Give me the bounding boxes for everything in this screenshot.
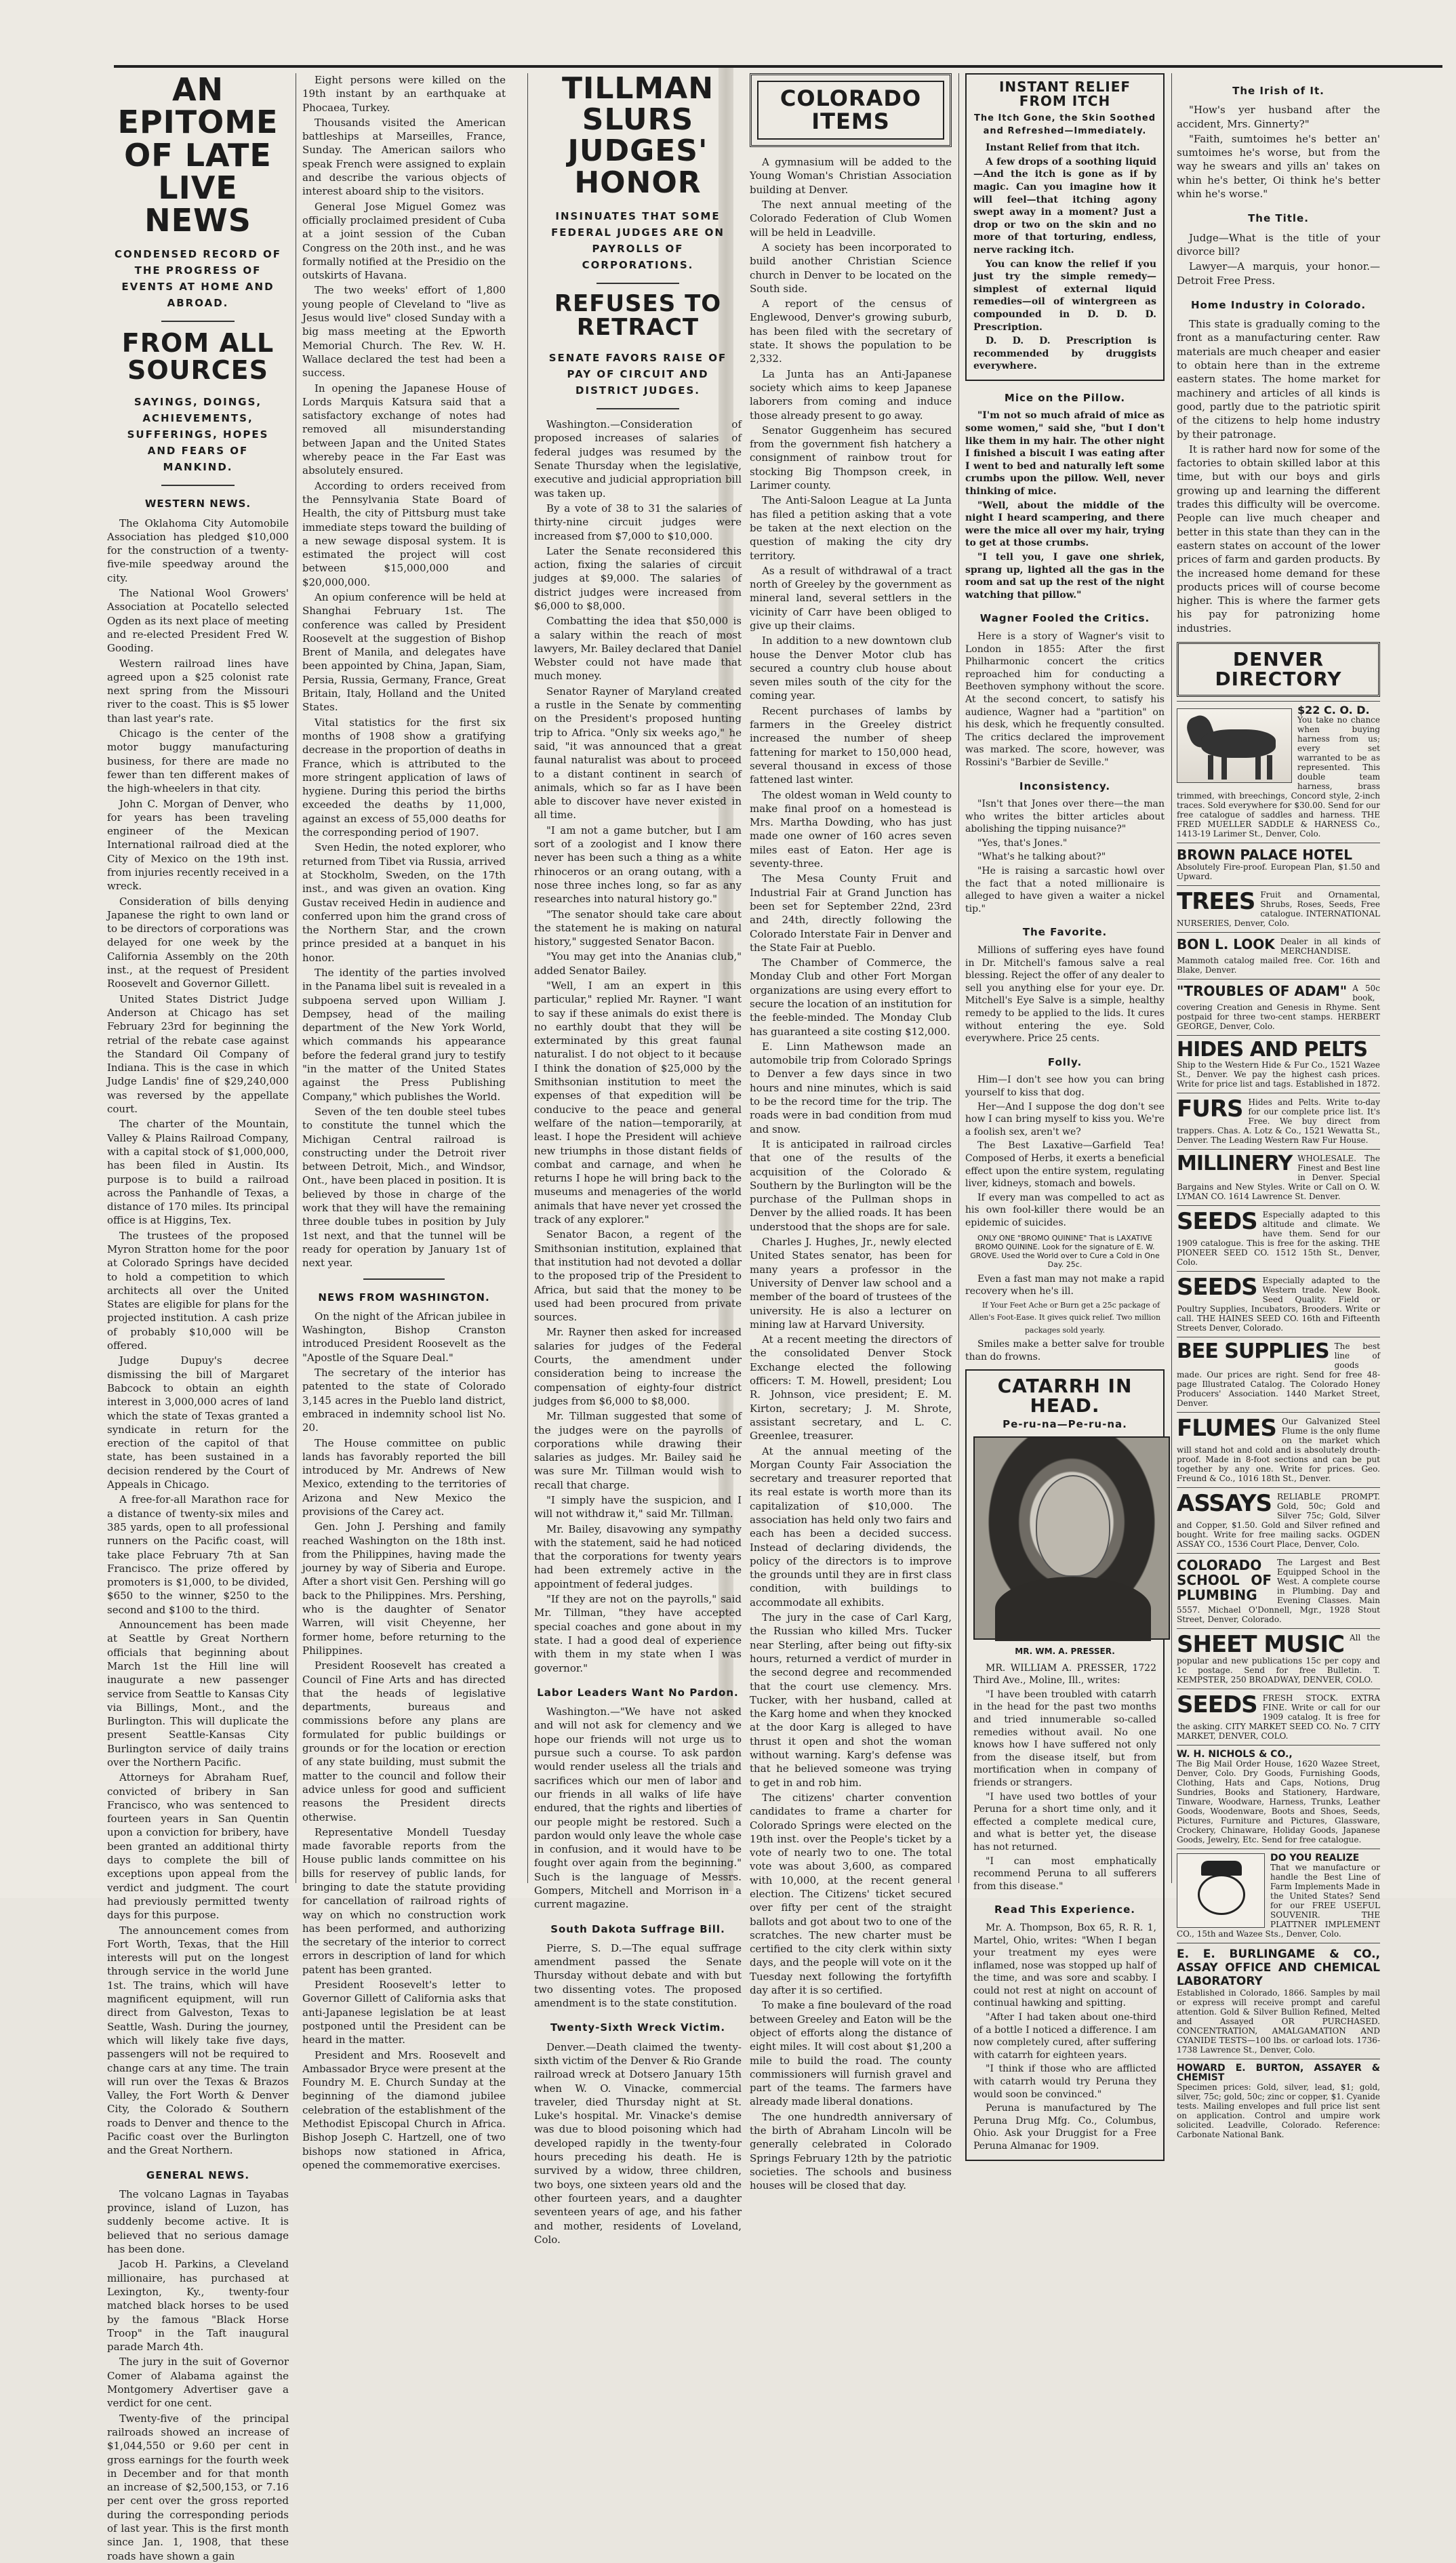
portrait-image <box>973 1436 1170 1640</box>
paragraph: Senator Rayner of Maryland created a rustle in the Senate by commenting on the President's proposed hunting trip to Africa. "Only six weeks ago," he said, "it was announced that a great faunal naturalist was about to proceed to a distant continent in search of animals, which so far as I have been able to discover have never existed in all time. <box>534 685 742 822</box>
paragraph: The Best Laxative—Garfield Tea! Composed of Herbs, it exerts a beneficial effect upon the entire system, regulating liver, kidneys, stomach and bowels. <box>965 1140 1165 1190</box>
paragraph: The secretary of the interior has patented to the state of Colorado 3,145 acres in the Pueblo land district, embraced in indemnity school list No. 20. <box>302 1367 506 1434</box>
paragraph: Sven Hedin, the noted explorer, who returned from Tibet via Russia, arrived at Stockholm, Sweden, on the 17th inst., and was given an ovation. King Gustav received Hedin in audience and conferred upon him the grand cross of the Northern Star, and the crown prince presided at a banquet in his honor. <box>302 841 506 964</box>
paragraph: Seven of the ten double steel tubes to constitute the tunnel which the Michigan Central railroad is constructing under the Detroit river between Detroit, Mich., and Windsor, Ont., have been placed in position. It is believed by those in charge of the work that they will have the remaining three double tubes in position by July 1st next, and that the tunnel will be ready for operation by January 1st of next year. <box>302 1105 506 1270</box>
paragraph: "I have been troubled with catarrh in the head for the past two months and tried innumerable so-called remedies without avail. No one knows how I have suffered not only from the disease itself, but from mortification when in company of friends or strangers. <box>973 1689 1156 1788</box>
headline-catarrh: CATARRH IN HEAD. <box>997 1374 1133 1417</box>
divider <box>596 283 679 284</box>
ad-text: The Largest and Best Equipped School in the West. A complete course in Plumbing. Day and Evening Classes. Main 5557. Michael O'Donnell, Mgr., 1928 Stout Street, Denver, Colorado. <box>1177 1557 1380 1624</box>
paragraph: "Well, about the middle of the night I heard scampering, and there were the mice all over my hair, trying to get at those crumbs. <box>965 500 1165 549</box>
directory-ad <box>1177 932 1380 979</box>
ad-text: The Big Mail Order House, 1620 Wazee Street, Denver, Colo. Dry Goods, Furnishing Goods, Clothing, Hats and Caps, Notions, Drug Sundries, Books and Stationery, Hardware, Tinware, Woodware, Harness, Trunks, Leather Goods, Woodenware, Boots and Shoes, Seeds, Pictures, Furniture and Pictures, Glassware, Crockery, Chinaware, Holiday Goods, Japanese Goods, Jewelry, Etc. Send for free catalogue. <box>1177 1758 1380 1844</box>
ad-title: SHEET MUSIC <box>1177 1630 1344 1658</box>
paragraph: Even a fast man may not make a rapid recovery when he's ill. <box>965 1273 1165 1297</box>
paragraph: The trustees of the proposed Myron Stratton home for the poor at Colorado Springs have decided to hold a competition to which architects all over the United States are eligible for plans for the projected institution. A cash prize of probably $10,000 will be offered. <box>107 1229 289 1352</box>
horse-leg <box>1221 755 1227 780</box>
paragraph: Millions of suffering eyes have found in Dr. Mitchell's famous salve a real blessing. Reject the offer of any dealer to sell you anything else for your eye. Dr. Mitchell's Eye Salve is a simple, healthy remedy to be applied to the lids. It cures without entering the eye. Sold everywhere. Price 25 cents. <box>965 945 1165 1045</box>
paragraph: "I am not a game butcher, but I am sort of a zoologist and I know there never has been such a thing as a white rhinoceros or an orang outang, with a nose three inches long, so far as any researches into natural history go." <box>534 824 742 906</box>
cartoon-hat <box>1201 1861 1242 1876</box>
paragraph: If Your Feet Ache or Burn get a 25c package of Allen's Foot-Ease. It gives quick relief. Two million packages sold yearly. <box>969 1300 1161 1335</box>
directory-ad <box>1177 1205 1380 1271</box>
paragraph: To make a fine boulevard of the road between Greeley and Eaton will be the object of efforts along the distance of eight miles. It will cost about $1,200 a mile to build the road. The county commissioners will furnish gravel and part of the teams. The farmers have already made liberal donations. <box>750 1999 952 2108</box>
paragraph: Senator Bacon, a regent of the Smithsonian institution, explained that that institution had not devoted a dollar to the proposed trip of the President to Africa, but said that the money to be used had been procured from private sources. <box>534 1228 742 1324</box>
paragraph: "After I had taken about one-third of a bottle I noticed a difference. I am now completely cured, after suffering with catarrh for eighteen years. <box>973 2012 1156 2061</box>
ad-title: ASSAYS <box>1177 1489 1272 1517</box>
paragraph: Announcement has been made at Seattle by Great Northern officials that beginning about March 1st the Hill line will inaugurate a new passenger service from Seattle to Kansas City via Billings, Mont., and the Burlington. This will duplicate the present Seattle-Kansas City Burlington service of daily trains over the Northern Pacific. <box>107 1619 289 1769</box>
ad-text: The best line of goods made. Our prices are right. Send for free 48-page Illustrated Catalog. The Colorado Honey Producers' Association. 1440 Market Street, Denver. <box>1177 1341 1380 1408</box>
section-mice: Mice on the Pillow. <box>1004 391 1126 404</box>
paragraph: It is rather hard now for some of the factories to obtain skilled labor at this time, but with our boys and girls growing up and learning the different trades this difficulty will be overcome. People can live much cheaper and better in this state than they can in the eastern states on account of the lower prices of farm and garden products. By the increased home demand for these products prices will of course become higher. This is where the farmer gets his pay for patronizing home industries. <box>1177 443 1380 634</box>
ad-text: That we manufacture or handle the Best Line of Farm Implements Made in the United States? Send for our FREE USEFUL SOUVENIR. THE PLATTNER IMPLEMENT CO., 15th and Wazee Sts., Denver, Colo. <box>1177 1862 1380 1939</box>
column-6 <box>1177 73 1380 2139</box>
ad-title: W. H. NICHOLS & CO., <box>1177 1748 1293 1760</box>
paragraph: "Well, I am an expert in this particular," replied Mr. Rayner. "I want to say if these animals do exist there is no earthly doubt that they will be exterminated by this great faunal naturalist. I do not object to it because I think the donation of $25,000 by the Smithsonian institution to meet the expenses of that expedition will be conducive to the peace and general welfare of the nation—temporarily, at least. I hope the President will achieve new triumphs in those distant fields of combat and carnage, and when he returns I hope he will bring back to the museums and menageries of the world animals that have never yet crossed the track of any explorer." <box>534 980 742 1226</box>
paragraph: The Mesa County Fruit and Industrial Fair at Grand Junction has been set for September 22nd, 23rd and 24th, directly following the Colorado Interstate Fair in Denver and the State Fair at Pueblo. <box>750 872 952 954</box>
paragraph: The two weeks' effort of 1,800 young people of Cleveland to "live as Jesus would live" closed Sunday with a big mass meeting at the Epworth Memorial Church. The Rev. W. H. Wallace declared the test had been a success. <box>302 284 506 380</box>
article-tillman <box>534 418 742 1675</box>
paragraph: Denver.—Death claimed the twenty-sixth victim of the Denver & Rio Grande railroad wreck at Dotsero January 15th when W. O. Vinacke, commercial traveler, died Thursday night at St. Luke's hospital. Mr. Vinacke's demise was due to blood poisoning which had developed rapidly in the twenty-four hours preceding his death. He is survived by a widow, three children, two boys, one sixteen years old and the other fourteen years, and a daughter seventeen years of age, and his father and mother, residents of Loveland, Colo. <box>534 2040 742 2246</box>
paragraph: Him—I don't see how you can bring yourself to kiss that dog. <box>965 1074 1165 1098</box>
paragraph: According to orders received from the Pennsylvania State Board of Health, the city of Pittsburg must take immediate steps toward the building of a new sewage disposal system. It is estimated the project will cost between $15,000,000 and $20,000,000. <box>302 479 506 588</box>
paragraph: Western railroad lines have agreed upon a $25 colonist rate next spring from the Missouri river to the coast. This is $5 lower than last year's rate. <box>107 657 289 725</box>
peruna-ad <box>965 1369 1165 2161</box>
deck-tillman: INSINUATES THAT SOME FEDERAL JUDGES ARE ON PAYROLLS OF CORPORATIONS. <box>551 209 725 271</box>
cartoon-head <box>1198 1874 1245 1915</box>
paragraph: The citizens' charter convention candidates to frame a charter for Colorado Springs were elected on the 19th inst. over the People's ticket by a vote of nearly two to one. The total vote was about 3,600, as compared with 10,000, at the recent general election. The Citizens' ticket secured over fifty per cent of the straight ballots and got about two to one of the scratches. The new charter must be certified to the city clerk within sixty days, and the people will vote on it the Tuesday next following the fortyfifth day after it is so certified. <box>750 1791 952 1997</box>
paragraph: Combatting the idea that $50,000 is a salary within the reach of most lawyers, Mr. Bailey declared that Daniel Webster could not have made that much money. <box>534 615 742 683</box>
implement-ad <box>1177 1849 1380 1943</box>
section-wreck: Twenty-Sixth Wreck Victim. <box>550 2021 726 2034</box>
ad-text: Absolutely Fire-proof. European Plan, $1.50 and Upward. <box>1177 862 1380 881</box>
ad-text: Specimen prices: Gold, silver, lead, $1; gold, silver, 75c; gold, 50c; zinc or copper, $1. Cyanide tests. Mailing envelopes and full price list sent on application. Control and umpire work solicited. Leadville, Colorado. Reference: Carbonate National Bank. <box>1177 2082 1380 2139</box>
paragraph: "The senator should take care about the statement he is making on natural history," suggested Senator Bacon. <box>534 908 742 948</box>
paragraph: A report of the census of Englewood, Denver's growing suburb, has been filed with the secretary of state. It shows the population to be 2,332. <box>750 298 952 365</box>
itch-ad <box>965 73 1165 381</box>
directory-ad <box>1177 979 1380 1035</box>
paragraph: "I tell you, I gave one shriek, sprang up, lighted all the gas in the room and sat up the rest of the night watching that pillow." <box>965 552 1165 601</box>
horse-body <box>1201 729 1276 758</box>
paragraph: "Isn't that Jones over there—the man who writes the bitter articles about abolishing the tipping nuisance?" <box>965 799 1165 835</box>
portrait-coat <box>995 1577 1151 1641</box>
ad-title: HOWARD E. BURTON, ASSAYER & CHEMIST <box>1177 2062 1380 2083</box>
cartoon-man-image <box>1177 1853 1265 1928</box>
ad-text: Fruit and Ornamental, Shrubs, Roses, Seeds, Free catalogue. INTERNATIONAL NURSERIES, Denver, Colo. <box>1177 889 1380 928</box>
directory-ad <box>1177 1487 1380 1553</box>
directory-ad <box>1177 1337 1380 1412</box>
paragraph: This state is gradually coming to the front as a manufacturing center. Raw materials are much cheaper and easier to obtain here than in the extreme eastern states. The home market for machinery and articles of all kinds is good, partly due to the patriotic spirit of the citizens to help home industry by their patronage. <box>1177 318 1380 441</box>
column-4 <box>750 73 952 2192</box>
paragraph: Twenty-five of the principal railroads showed an increase of $1,044,550 or 9.60 per cent in gross earnings for the fourth week in December and for that month an increase of $2,500,153, or 7.16 per cent over the gross reported during the corresponding periods of last year. This is the first month since Jan. 1, 1908, that these roads have shown a gain <box>107 2412 289 2562</box>
paragraph: D. D. D. Prescription is recommended by druggists everywhere. <box>973 336 1156 372</box>
directory-ad <box>1177 885 1380 932</box>
paragraph: Charles J. Hughes, Jr., newly elected United States senator, has been for many years a professor in the University of Denver law school and a member of the board of trustees of the university. He is also a lecturer on mining law at Harvard University. <box>750 1236 952 1331</box>
itch-subhead: The Itch Gone, the Skin Soothed and Refreshed—Immediately. <box>973 113 1156 136</box>
headline-tillman: TILLMAN SLURS JUDGES' HONOR <box>561 71 714 200</box>
directory-ad <box>1177 1943 1380 2059</box>
paragraph: E. Linn Mathewson made an automobile trip from Colorado Springs to Denver a few days since in two hours and nine minutes, which is said to be the record time for the trip. The roads were in bad condition from mud and snow. <box>750 1040 952 1135</box>
directory-ad <box>1177 1412 1380 1487</box>
ad-text: FRESH STOCK. EXTRA FINE. Write or call for our 1909 catalog. It is free for the asking. CITY MARKET SEED CO. No. 7 CITY MARKET, DENVER, COLO. <box>1177 1693 1380 1741</box>
paragraph: Her—And I suppose the dog don't see how I can bring myself to kiss you. We're a foolish sex, aren't we? <box>965 1101 1165 1137</box>
section-suffrage: South Dakota Suffrage Bill. <box>550 1922 725 1935</box>
divider <box>363 1278 445 1280</box>
column-2 <box>302 73 506 2171</box>
paragraph: President Roosevelt has created a Council of Fine Arts and has directed that the heads of legislative departments, bureaus and commissions before any plans are formulated for public buildings or grounds or for the location or erection of any state building, must submit the matter to the council and follow their advice unless for good and sufficient reasons the President directs otherwise. <box>302 1659 506 1823</box>
paragraph: Vital statistics for the first six months of 1908 show a gratifying decrease in the proportion of deaths in France, which is attributed to the more stringent application of laws of hygiene. During this period the births exceeded the deaths by 11,000, against an excess of 55,000 deaths for the corresponding period of 1907. <box>302 716 506 839</box>
paragraph: President and Mrs. Roosevelt and Ambassador Bryce were present at the Foundry M. E. Church Sunday at the beginning of the diamond jubilee celebration of the establishment of the Methodist Episcopal Church in Africa. Bishop Joseph C. Hartzell, one of two bishops now stationed in Africa, opened the commemorative exercises. <box>302 2049 506 2171</box>
paragraph: "What's he talking about?" <box>977 851 1106 863</box>
directory-ad <box>1177 1271 1380 1337</box>
paragraph: Pierre, S. D.—The equal suffrage amendment passed the Senate Thursday without debate and with but two dissenting votes. The proposed amendment is to the state constitution. <box>534 1941 742 2010</box>
section-general-news: GENERAL NEWS. <box>146 2168 250 2181</box>
article-general-news <box>107 2187 289 2563</box>
paragraph: "How's yer husband after the accident, Mrs. Ginnerty?" <box>1177 104 1380 130</box>
deck-senate: SENATE FAVORS RAISE OF PAY OF CIRCUIT AND DISTRICT JUDGES. <box>548 352 727 397</box>
headline-directory: DENVER DIRECTORY <box>1215 647 1342 691</box>
paragraph: In opening the Japanese House of Lords Marquis Katsura said that a satisfactory exchange of notes had removed all misunderstanding between Japan and the United States whereby peace in the Far East was absolutely ensured. <box>302 382 506 477</box>
column-rule <box>1171 73 1172 1883</box>
paragraph: The House committee on public lands has favorably reported the bill introduced by Mr. Andrews of New Mexico, extending to the territories of Arizona and New Mexico the provisions of the Carey act. <box>302 1436 506 1518</box>
paragraph: "He is raising a sarcastic howl over the fact that a noted millionaire is alleged to have given a waiter a nickel tip." <box>965 866 1165 914</box>
directory-ad <box>1177 1628 1380 1689</box>
paragraph: The announcement comes from Fort Worth, Texas, that the Hill interests will put on the longest through service in the world June 1st. The trains, which will have magnificent equipment, will run direct from Galveston, Texas to Seattle, Wash. During the journey, which will likely take five days, passengers will not be required to change cars at any time. The train will run over the Texas & Brazos Valley, the Fort Worth & Denver City, the Colorado & Southern roads to Denver and thence to the Pacific coast over the Burlington and the Great Northern. <box>107 1924 289 2157</box>
paragraph: President Roosevelt's letter to Governor Gillett of California asks that anti-Japanese legislation be at least postponed until the President can be heard in the matter. <box>302 1979 506 2046</box>
paragraph: Mr. Tillman suggested that some of the judges were on the payrolls of corporations while drawing their salaries as judges. Mr. Bailey said he was sure Mr. Tillman would wish to recall that charge. <box>534 1410 742 1491</box>
paragraph: Lawyer—A marquis, your honor.—Detroit Free Press. <box>1177 260 1380 287</box>
ad-text: Hides and Pelts. Write to-day for our complete price list. It's Free. We buy direct from trappers. Chas. A. Lotz & Co., 1521 Wewatta St., Denver. The Leading Western Raw Fur House. <box>1177 1097 1380 1145</box>
section-labor-leaders: Labor Leaders Want No Pardon. <box>537 1686 739 1699</box>
paragraph: The one hundredth anniversary of the birth of Abraham Lincoln will be generally celebrated in Colorado Springs February 12th by the patriotic societies. The schools and business houses will be closed that day. <box>750 2110 952 2192</box>
ad-title: TREES <box>1177 887 1255 915</box>
paragraph: At the annual meeting of the Morgan County Fair Association the secretary and treasurer reported that its real estate is worth more than its capitalization of $10,000. The association has held only two fairs and each has been a decided success. Instead of declaring dividends, the policy of the directors is to improve the grounds until they are in first class condition, with buildings to accommodate all exhibits. <box>750 1445 952 1609</box>
ad-title: SEEDS <box>1177 1273 1257 1301</box>
ad-title: BEE SUPPLIES <box>1177 1339 1329 1363</box>
paragraph: The jury in the suit of Governor Comer of Alabama against the Montgomery Advertiser gave a verdict for one cent. <box>107 2356 289 2410</box>
paragraph: La Junta has an Anti-Japanese society which aims to keep Japanese laborers from coming and induce those already present to go away. <box>750 367 952 422</box>
section-read-this: Read This Experience. <box>994 1903 1135 1916</box>
paragraph: The Oklahoma City Automobile Association has pledged $10,000 for the construction of a twenty-five-mile speedway around the city. <box>107 517 289 584</box>
paragraph: General Jose Miguel Gomez was officially proclaimed president of Cuba at a joint session of the Cuban Congress on the 20th inst., and he was formally notified at the Presidio on the outskirts of Havana. <box>302 200 506 282</box>
paragraph: Washington.—Consideration of proposed increases of salaries of federal judges was resumed by the Senate Thursday when the legislative, executive and judicial appropriation bill was taken up. <box>534 418 742 500</box>
paragraph: Judge Dupuy's decree dismissing the bill of Margaret Babcock to obtain an eighth interest in 3,000,000 acres of land which the state of Texas granted a syndicate in return for the erection of the capitol of that state, has been sustained in a decision rendered by the Court of Appeals in Chicago. <box>107 1354 289 1491</box>
deck-sources: SAYINGS, DOINGS, ACHIEVEMENTS, SUFFERINGS, HOPES AND FEARS OF MANKIND. <box>127 396 269 474</box>
ad-title: FURS <box>1177 1095 1243 1123</box>
paragraph: The Chamber of Commerce, the Monday Club and other Fort Morgan organizations are using every effort to secure the location of an institution for the feeble-minded. The Monday Club has guaranteed a site costing $12,000. <box>750 956 952 1038</box>
paragraph: Washington.—"We have not asked and will not ask for clemency and we hope our friends will not urge us to pursue such a course. To ask pardon would render useless all the trials and sacrifices which our men of labor and our friends in all walks of life have endured, that the rights and liberties of our people might be restored. Such a pardon would only leave the whole case in confusion, and it would have to be fought over again from the beginning." Such is the language of Messrs. Gompers, Mitchell and Morrison in a current magazine. <box>534 1706 742 1911</box>
paragraph: Eight persons were killed on the 19th instant by an earthquake at Phocaea, Turkey. <box>302 74 506 114</box>
paragraph: The National Wool Growers' Association at Pocatello selected Ogden as its next place of meeting and re-elected President Fred W. Gooding. <box>107 587 289 655</box>
paragraph: It is anticipated in railroad circles that one of the results of the acquisition of the Colorado & Southern by the Burlington will be the purchase of the Pullman shops in Denver by the allied roads. It has been understood that the shops are for sale. <box>750 1137 952 1233</box>
ad-title: SEEDS <box>1177 1207 1257 1235</box>
paragraph: Recent purchases of lambs by farmers in the Greeley district increased the number of sheep fattening for market to 150,000 head, several thousand in excess of those fattened last winter. <box>750 704 952 786</box>
paragraph: "I think if those who are afflicted with catarrh would try Peruna they would soon be convinced." <box>973 2063 1156 2100</box>
harness-ad <box>1177 701 1380 843</box>
ad-title: "TROUBLES OF ADAM" <box>1177 982 1348 999</box>
paragraph: "I can most emphatically recommend Peruna to all sufferers from this disease." <box>973 1855 1156 1892</box>
paragraph: As a result of withdrawal of a tract north of Greeley by the government as mineral land, several settlers in the vicinity of Carr have been obliged to give up their claims. <box>750 564 952 632</box>
section-washington: NEWS FROM WASHINGTON. <box>318 1291 490 1304</box>
directory-ad <box>1177 843 1380 885</box>
column-1 <box>107 71 289 2562</box>
paragraph: Peruna is manufactured by The Peruna Drug Mfg. Co., Columbus, Ohio. Ask your Druggist for a Free Peruna Almanac for 1909. <box>973 2103 1156 2152</box>
column-3 <box>534 71 742 2246</box>
paragraph: Jacob H. Parkins, a Cleveland millionaire, has purchased at Lexington, Ky., twenty-four matched black horses to be used by the famous "Black Horse Troop" in the Taft inaugural parade March 4th. <box>107 2258 289 2354</box>
ad-title: FLUMES <box>1177 1414 1276 1442</box>
paragraph: The Anti-Saloon League at La Junta has filed a petition asking that a vote be taken at the next election on the question of making the city dry territory. <box>750 494 952 562</box>
paragraph: The next annual meeting of the Colorado Federation of Club Women will be held in Leadville. <box>750 199 952 239</box>
section-home-industry: Home Industry in Colorado. <box>1190 298 1367 311</box>
ad-text: Our Galvanized Steel Flume is the only flume on the market which will stand hot and cold and is absolutely drouth-proof. Made in 8-foot sections and can be put together by any one. Write for prices. Geo. Freund & Co., 1016 18th St., Denver. <box>1177 1416 1380 1483</box>
portrait-face <box>1036 1475 1110 1577</box>
column-rule <box>958 73 959 1883</box>
ad-title: BROWN PALACE HOTEL <box>1177 846 1353 863</box>
ad-text: Especially adapted to the Western trade. New Book. Seed Quality. Field or Poultry Supplies, Incubators, Brooders. Write or call. THE HAINES SEED CO. 16th and Fifteenth Streets Denver, Colorado. <box>1177 1275 1380 1333</box>
headline-colorado-items: COLORADO ITEMS <box>757 81 944 140</box>
paragraph: A gymnasium will be added to the Young Woman's Christian Association building at Denver. <box>750 156 952 196</box>
paragraph: Instant Relief from that itch. <box>986 142 1140 154</box>
ad-text: Ship to the Western Hide & Fur Co., 1521 Wazee St., Denver. We pay the highest cash prices. Write for price list and tags. Established in 1872. <box>1177 1059 1380 1089</box>
ad-title: COLORADO SCHOOL OF PLUMBING <box>1177 1556 1272 1603</box>
directory-ad <box>1177 1093 1380 1149</box>
paragraph: Later the Senate reconsidered this action, fixing the salaries of circuit judges at $9,000. The salaries of district judges were increased from $6,000 to $8,000. <box>534 544 742 612</box>
paragraph: "I'm not so much afraid of mice as some women," said she, "but I don't like them in my hair. The other night I finished a biscuit I was eating after I went to bed and naturally left some crumbs upon the pillow. Well, never thinking of mice. <box>965 410 1165 498</box>
section-western-news: WESTERN NEWS. <box>144 498 251 510</box>
column-5 <box>965 73 1165 2152</box>
paragraph: Consideration of bills denying Japanese the right to own land or to be directors of corporations was delayed for one week by the California Assembly on the 20th inst., at the request of President Roosevelt and Governor Gillett. <box>107 895 289 990</box>
paragraph: "You may get into the Ananias club," added Senator Bailey. <box>534 950 742 977</box>
harness-price: $22 C. O. D. <box>1297 703 1370 717</box>
ad-text: All the popular and new publications 15c per copy and 1c postage. Send for free Bulletin. T. KEMPSTER, 250 BROADWAY, DENVER, COLO. <box>1177 1632 1380 1684</box>
headline-epitome: AN EPITOME OF LATE LIVE NEWS <box>117 71 279 239</box>
portrait-caption: MR. WM. A. PRESSER. <box>1015 1647 1115 1657</box>
paragraph: Gen. John J. Pershing and family reached Washington on the 18th inst. from the Philippines, having made the journey by way of Siberia and Europe. After a short visit Gen. Pershing will go back to the Philippines. Mrs. Pershing, who is the daughter of Senator Warren, will visit Cheyenne, her former home, before returning to the Philippines. <box>302 1520 506 1657</box>
headline-itch: INSTANT RELIEF FROM ITCH <box>998 79 1131 109</box>
paragraph: "I simply have the suspicion, and I will not withdraw it," said Mr. Tillman. <box>534 1493 742 1520</box>
divider <box>161 485 234 486</box>
paragraph: The charter of the Mountain, Valley & Plains Railroad Company, with a capital stock of $1,000,000, has been filed in Austin. Its purpose is to build a railroad across the Panhandle of Texas, a distance of 170 miles. Its principal office is at Higgins, Tex. <box>107 1118 289 1227</box>
divider <box>596 408 679 409</box>
paragraph: "If they are not on the payrolls," said Mr. Tillman, "they have accepted special coaches and gone about in my state. I had a good deal of experience with them in my state when I was governor." <box>534 1593 742 1674</box>
paragraph: A society has been incorporated to build another Christian Science church in Denver to be located on the South side. <box>750 241 952 295</box>
ad-title: E. E. BURLINGAME & CO., ASSAY OFFICE AND CHEMICAL LABORATORY <box>1177 1947 1380 1988</box>
paragraph: On the night of the African jubilee in Washington, Bishop Cranston introduced President Roosevelt as the "Apostle of the Square Deal." <box>302 1310 506 1364</box>
paragraph: In addition to a new downtown club house the Denver Motor club has secured a country club house about seven miles south of the city for the coming year. <box>750 634 952 702</box>
deck-epitome: CONDENSED RECORD OF THE PROGRESS OF EVENTS AT HOME AND ABROAD. <box>114 248 282 310</box>
ad-title: SEEDS <box>1177 1691 1257 1718</box>
paragraph: Attorneys for Abraham Ruef, convicted of bribery in San Francisco, who was sentenced to fourteen years in San Quentin upon a conviction for bribery, have been granted an additional thirty days to complete the bill of exceptions upon appeal from the verdict and judgment. The court had previously permitted twenty days for this purpose. <box>107 1771 289 1922</box>
paragraph: John C. Morgan of Denver, who for years has been traveling engineer of the Mexican International railroad died at the City of Mexico on the 19th inst. from injuries recently received in a wreck. <box>107 797 289 893</box>
ad-title: DO YOU REALIZE <box>1270 1852 1360 1863</box>
paragraph: "Yes, that's Jones." <box>977 837 1068 849</box>
headline-sources: FROM ALL SOURCES <box>121 328 275 386</box>
horse-leg <box>1255 755 1261 780</box>
harness-text: You take no chance when buying harness from us; every set warranted to be as represented. This double team harness, brass trimmed, with breechings, Concord style, 2-inch traces. Sold everywhere for $30.00. Send for our free catalogue of saddles and harness. THE FRED MUELLER SADDLE & HARNESS Co., 1413-19 Larimer St., Denver, Colo. <box>1177 714 1380 839</box>
ad-text: Especially adapted to this altitude and climate. We have them. Send for our 1909 catalogue. This is free for the asking. THE PIONEER SEED CO. 1512 15th St., Denver, Colo. <box>1177 1209 1380 1267</box>
top-rule <box>114 65 1442 68</box>
horse-leg <box>1267 755 1272 780</box>
paragraph: Smiles make a better salve for trouble than do frowns. <box>965 1339 1165 1363</box>
paragraph: The oldest woman in Weld county to make final proof on a homestead is Mrs. Martha Dowding, who has just made one owner of 160 acres seven miles east of Eaton. Her age is seventy-three. <box>750 788 952 870</box>
paragraph: United States District Judge Anderson at Chicago has set February 23rd for beginning the retrial of the rebate case against the Standard Oil Company of Indiana. This is the case in which Judge Landis' fine of $29,240,000 was reversed by the appellate court. <box>107 992 289 1116</box>
paragraph: A few drops of a soothing liquid—And the itch is gone as if by magic. Can you imagine how it will feel—that itching agony swept away in a moment? Just a drop or two on the skin and no more of that torturing, endless, nerve racking itch. <box>973 156 1156 256</box>
directory-ad <box>1177 1035 1380 1093</box>
ad-text: WHOLESALE. The Finest and Best line in Denver. Special Bargains and New Styles. Write or Call on O. W. LYMAN CO. 1614 Lawrence St. Denver. <box>1177 1153 1380 1201</box>
section-title: The Title. <box>1248 212 1309 225</box>
horse-harness-image <box>1177 708 1292 783</box>
section-wagner: Wagner Fooled the Critics. <box>979 612 1150 625</box>
column-rule <box>527 73 528 1883</box>
paragraph: Here is a story of Wagner's visit to London in 1855: After the first Philharmonic concert the critics reproached him for conducting a Beethoven symphony without the score. At the second concert, to satisfy his audience, Wagner had a "partition" on his desk, which he frequently consulted. The critics declared the improvement was marked. The score, however, was Rossini's "Barbier de Seville." <box>965 630 1165 768</box>
paragraph: Judge—What is the title of your divorce bill? <box>1177 231 1380 258</box>
colorado-items-box <box>750 73 952 147</box>
paragraph: At a recent meeting the directors of the consolidated Denver Stock Exchange elected the following officers: T. M. Howell, president; Lou R. Johnson, vice president; E. M. Kirton, secretary; J. M. Shrote, assistant secretary, and L. C. Greenlee, treasurer. <box>750 1333 952 1442</box>
section-inconsistency: Inconsistency. <box>1019 780 1111 792</box>
divider <box>161 321 234 322</box>
section-folly: Folly. <box>1047 1055 1083 1068</box>
paragraph: If every man was compelled to act as his own fool-killer there would be an epidemic of suicides. <box>965 1192 1165 1228</box>
directory-ad <box>1177 1149 1380 1205</box>
ad-title: BON L. LOOK <box>1177 935 1275 952</box>
section-favorite: The Favorite. <box>1022 926 1108 939</box>
paragraph: "I have used two bottles of your Peruna for a short time only, and it effected a complete medical cure, and what is better yet, the disease has not returned. <box>973 1791 1156 1853</box>
horse-leg <box>1208 755 1213 780</box>
paragraph: Representative Mondell Tuesday made favorable reports from the House public lands committee on his bills for reservey of public lands, for bringing to date the statute providing for cancellation of railroad rights of way on which no construction work has been performed, and authorizing the secretary of the interior to correct errors in description of land for which patent has been granted. <box>302 1825 506 1976</box>
paragraph: An opium conference will be held at Shanghai February 1st. The conference was called by President Roosevelt at the suggestion of Bishop Brent of Manila, and delegates have been appointed by China, Japan, Siam, Persia, Russia, Germany, France, Great Britain, Italy, Holland and the United States. <box>302 590 506 714</box>
paragraph: A free-for-all Marathon race for a distance of twenty-six miles and 385 yards, open to all professional runners on the Pacific coast, will take place February 7th at San Francisco. The prize offered by promoters is $1,000, to be divided, $650 to the winner, $250 to the second and $100 to the third. <box>107 1493 289 1616</box>
ad-title: HIDES AND PELTS <box>1177 1037 1368 1062</box>
directory-ad <box>1177 2059 1380 2143</box>
directory-ad <box>1177 1553 1380 1628</box>
directory-ad <box>1177 1689 1380 1745</box>
headline-refuses: REFUSES TO RETRACT <box>554 289 722 342</box>
paragraph: Mr. Bailey, disavowing any sympathy with the statement, said he had noticed that the corporations for twenty years had been extremely active in the appointment of federal judges. <box>534 1522 742 1590</box>
paragraph: "Faith, sumtoimes he's better an' sumtoimes he's worse, but from the way he swears and yills an' takes on whin he's better, Oi think he's better whin he's worse." <box>1177 132 1380 201</box>
directory-ad <box>1177 1745 1380 1849</box>
ad-text: RELIABLE PROMPT. Gold, 50c; Gold and Silver 75c; Gold, Silver and Copper, $1.50. Gold and Silver refined and bought. Write for free mailing sacks. OGDEN ASSAY CO., 1536 Court Place, Denver, Colo. <box>1177 1491 1380 1549</box>
paragraph: Chicago is the center of the motor buggy manufacturing business, for there are made no fewer than ten different makes of the high-wheelers in that city. <box>107 727 289 795</box>
ad-text: A 50c book, covering Creation and Genesis in Rhyme. Sent postpaid for three two-cent stamps. HERBERT GEORGE, Denver, Colo. <box>1177 983 1380 1031</box>
paragraph: The identity of the parties involved in the Panama libel suit is revealed in a subpoena served upon William J. Dempsey, head of the mailing department of the New York World, which commands his appearance before the federal grand jury to testify "in the matter of the United States against the Press Publishing Company," which publishes the World. <box>302 967 506 1103</box>
paragraph: Mr. Rayner then asked for increased salaries for judges of the Federal Courts, the amendment under consideration being to increase the compensation of eighty-four district judges from $6,000 to $8,000. <box>534 1326 742 1407</box>
paragraph: The volcano Lagnas in Tayabas province, island of Luzon, has suddenly become active. It is believed that no serious damage has been done. <box>107 2187 289 2256</box>
peruna-subhead: Pe-ru-na—Pe-ru-na. <box>1003 1418 1127 1431</box>
ad-text: Dealer in all kinds of MERCHANDISE. Mammoth catalog mailed free. Cor. 16th and Blake, Denver. <box>1177 936 1380 975</box>
paragraph: Senator Guggenheim has secured from the government fish hatchery a consignment of rainbow trout for stocking Big Thompson creek, in Larimer county. <box>750 424 952 492</box>
paragraph: MR. WILLIAM A. PRESSER, 1722 Third Ave., Moline, Ill., writes: <box>973 1662 1156 1687</box>
section-irish: The Irish of It. <box>1232 85 1324 97</box>
ad-title: MILLINERY <box>1177 1151 1293 1175</box>
paragraph: The jury in the case of Carl Karg, the Russian who killed Mrs. Tucker near Sterling, after being out fifty-six hours, returned a verdict of murder in the second degree and recommended that the court use clemency. Mrs. Tucker, with her husband, called at the Karg home and when they knocked at the door Karg is alleged to have thrust it open and shot the woman without warning. Karg's defense was that he believed someone was trying to get in and rob him. <box>750 1611 952 1789</box>
ad-text: Established in Colorado, 1866. Samples by mail or express will receive prompt and careful attention. Gold & Silver Bullion Refined, Melted and Assayed OR PURCHASED. CONCENTRATION, AMALGAMATION AND CYANIDE TESTS—100 lbs. or carload lots. 1736-1738 Lawrence St., Denver, Colo. <box>1177 1987 1380 2055</box>
paragraph: Thousands visited the American battleships at Marseilles, France, Sunday. The American sailors who speak French were assigned to explain and describe the various objects of interest aboard ship to the visitors. <box>302 116 506 198</box>
article-western-news <box>107 517 289 2158</box>
paragraph: Mr. A. Thompson, Box 65, R. R. 1, Martel, Ohio, writes: "When I began your treatment my eyes were inflamed, nose was stopped up half of the time, and was sore and scabby. I could not rest at night on account of continual hawking and spitting. <box>973 1922 1156 2009</box>
paragraph: By a vote of 38 to 31 the salaries of thirty-nine circuit judges were increased from $7,000 to $10,000. <box>534 502 742 542</box>
denver-directory-banner <box>1177 642 1380 697</box>
bromo-quinine-ad: ONLY ONE "BROMO QUININE" That is LAXATIVE BROMO QUININE. Look for the signature of E. W. GROVE. Used the World over to Cure a Cold in One Day. 25c. <box>970 1233 1160 1269</box>
paragraph: You can know the relief if you just try the simple remedy—simplest of external liquid remedies—oil of wintergreen as compounded in D. D. D. Prescription. <box>973 258 1156 333</box>
